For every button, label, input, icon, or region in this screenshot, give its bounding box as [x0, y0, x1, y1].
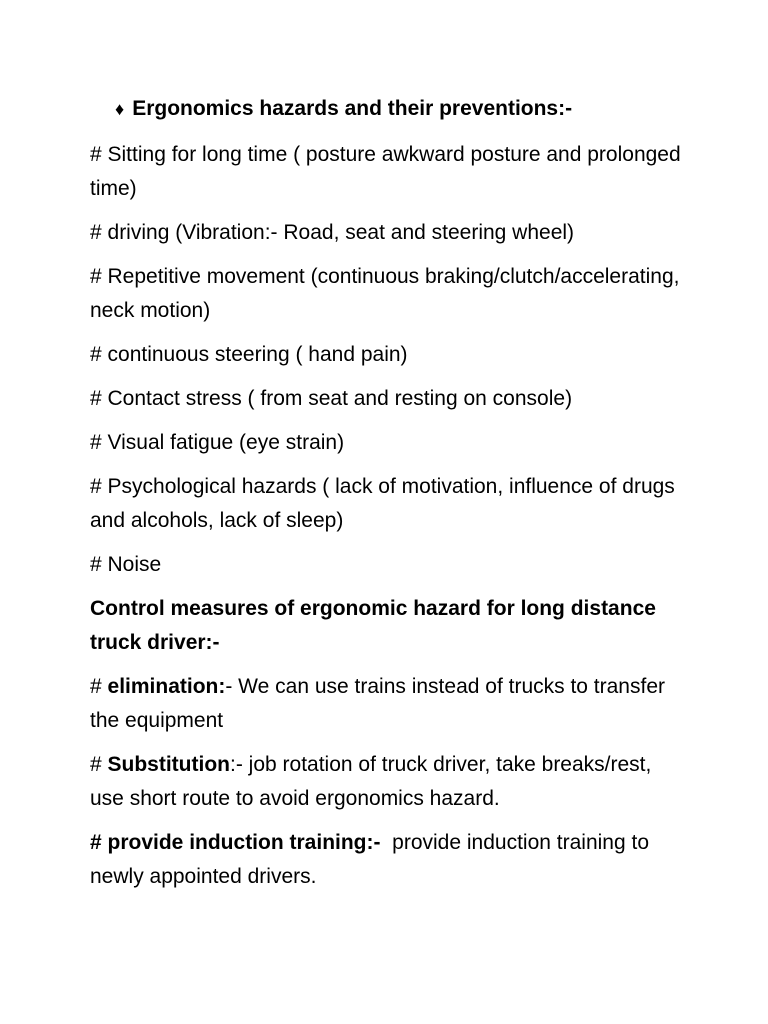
hazard-item-visual-fatigue: # Visual fatigue (eye strain) — [90, 431, 345, 454]
control-text: - We can use trains instead of trucks to transfer the equipment — [90, 675, 665, 732]
control-item-induction-training — [90, 826, 690, 894]
hazard-item-driving: # driving (Vibration:- Road, seat and steering wheel) — [90, 221, 575, 244]
hazard-item-sitting: # Sitting for long time ( posture awkward posture and prolonged time) — [90, 143, 681, 200]
section-heading-text: Ergonomics hazards and their preventions:- — [132, 97, 573, 120]
section-heading — [115, 94, 572, 124]
control-text: provide induction training to newly appointed drivers. — [90, 831, 655, 888]
control-term: elimination: — [107, 675, 226, 698]
hazard-item-steering: # continuous steering ( hand pain) — [90, 343, 408, 366]
control-item-substitution — [90, 748, 690, 816]
hazard-item-noise: # Noise — [90, 553, 162, 576]
diamond-bullet-icon: ♦ — [115, 99, 125, 119]
control-term: # provide induction training:- — [90, 831, 381, 854]
hazard-item-repetitive-movement: # Repetitive movement (continuous braking/clutch/accelerating, neck motion) — [90, 265, 680, 322]
control-prefix: # — [90, 675, 108, 698]
control-prefix: # — [90, 753, 108, 776]
control-text: :- job rotation of truck driver, take breaks/rest, use short route to avoid ergonomics hazard. — [90, 753, 652, 810]
hazard-item-psychological: # Psychological hazards ( lack of motivation, influence of drugs and alcohols, lack of sleep) — [90, 475, 675, 532]
document-body — [90, 138, 690, 904]
hazard-item-contact-stress: # Contact stress ( from seat and resting on console) — [90, 387, 573, 410]
control-term: Substitution — [107, 753, 230, 776]
control-measures-heading: Control measures of ergonomic hazard for long distance truck driver:- — [90, 597, 656, 654]
control-item-elimination — [90, 670, 690, 738]
